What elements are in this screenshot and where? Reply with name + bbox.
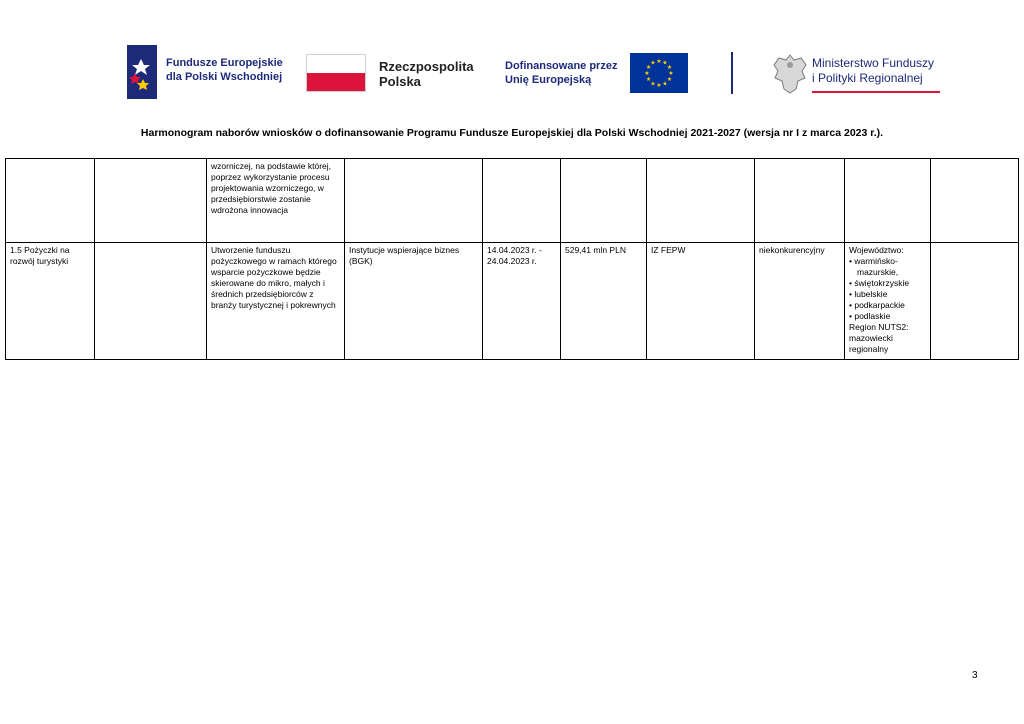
cell-amount: 529,41 mln PLN [561, 243, 647, 360]
polish-eagle-emblem-icon [770, 51, 810, 97]
region-item: • podlaskie [849, 311, 926, 322]
ministry-line1: Ministerstwo Funduszy [812, 56, 935, 70]
table-row-1-5 [6, 243, 1019, 360]
schedule-table [5, 158, 1019, 360]
cell-regions [845, 159, 931, 243]
cell-dates [483, 159, 561, 243]
rp-line1: Rzeczpospolita [379, 59, 474, 74]
cell-description: Utworzenie funduszu pożyczkowego w ramach którego wsparcie pożyczkowe będzie skierowane do mikro, małych i średnich przedsiębiorców z branży turystycznej i pokrewnych [207, 243, 345, 360]
rp-line2: Polska [379, 74, 421, 89]
page-number: 3 [972, 670, 978, 681]
ministry-red-underline [812, 91, 940, 93]
region-item: • lubelskie [849, 289, 926, 300]
region-item: • świętokrzyskie [849, 278, 926, 289]
cell-amount [561, 159, 647, 243]
fe-logo-line2: dla Polski Wschodniej [166, 71, 283, 83]
dof-line2: Unię Europejską [505, 74, 592, 86]
svg-text:★: ★ [650, 80, 656, 88]
cell-last [931, 243, 1019, 360]
logo-bar [0, 40, 1024, 110]
cell-dates: 14.04.2023 r. - 24.04.2023 r. [483, 243, 561, 360]
cell-mode: niekonkurencyjny [755, 243, 845, 360]
rzeczpospolita-logo-text [379, 59, 474, 89]
cell-institution [647, 159, 755, 243]
region-item: • podkarpackie [849, 300, 926, 311]
svg-text:★: ★ [644, 70, 650, 77]
cell-beneficiaries [345, 159, 483, 243]
cell-mode [755, 159, 845, 243]
cell-description: wzorniczej, na podstawie której, poprzez wykorzystanie procesu projektowania wzorniczego, w przedsiębiorstwie zostanie wdrożona innowacja [207, 159, 345, 243]
cell-beneficiaries: Instytucje wspierające biznes (BGK) [345, 243, 483, 360]
cell-last [931, 159, 1019, 243]
logo-separator [731, 52, 733, 94]
cell-measure: 1.5 Pożyczki na rozwój turystyki [6, 243, 95, 360]
cofinanced-text [505, 59, 617, 87]
svg-text:★: ★ [645, 64, 652, 71]
fundusze-europejskie-logo-icon [127, 45, 157, 99]
region-item: • warmińsko-mazurskie, [849, 256, 926, 278]
fundusze-europejskie-logo-text [166, 56, 283, 84]
svg-text:★: ★ [662, 59, 668, 67]
svg-text:★: ★ [666, 76, 673, 83]
svg-text:★: ★ [656, 58, 662, 65]
ministry-line2: i Polityki Regionalnej [812, 71, 923, 85]
cell-regions [845, 243, 931, 360]
cell-empty [95, 243, 207, 360]
svg-text:★: ★ [666, 64, 673, 71]
nuts-label: Region NUTS2: mazowiecki regionalny [849, 322, 909, 354]
region-list [849, 256, 926, 322]
region-label: Województwo: [849, 245, 904, 255]
document-title: Harmonogram naborów wniosków o dofinansowanie Programu Fundusze Europejskiej dla Polski Wschodniej 2021-2027 (wersja nr I z marca 2023 r.). [140, 127, 884, 139]
svg-text:★: ★ [645, 76, 652, 83]
polish-flag-icon [306, 54, 366, 92]
cell-institution: IZ FEPW [647, 243, 755, 360]
svg-text:★: ★ [656, 82, 662, 89]
svg-text:★: ★ [650, 59, 656, 67]
cell-measure [6, 159, 95, 243]
svg-text:★: ★ [662, 80, 668, 88]
svg-text:★: ★ [668, 70, 674, 77]
cell-empty [95, 159, 207, 243]
fe-logo-line1: Fundusze Europejskie [166, 57, 283, 69]
table-row-continued [6, 159, 1019, 243]
eu-flag-icon [630, 53, 688, 93]
ministry-logo-text [812, 56, 934, 86]
dof-line1: Dofinansowane przez [505, 60, 618, 72]
